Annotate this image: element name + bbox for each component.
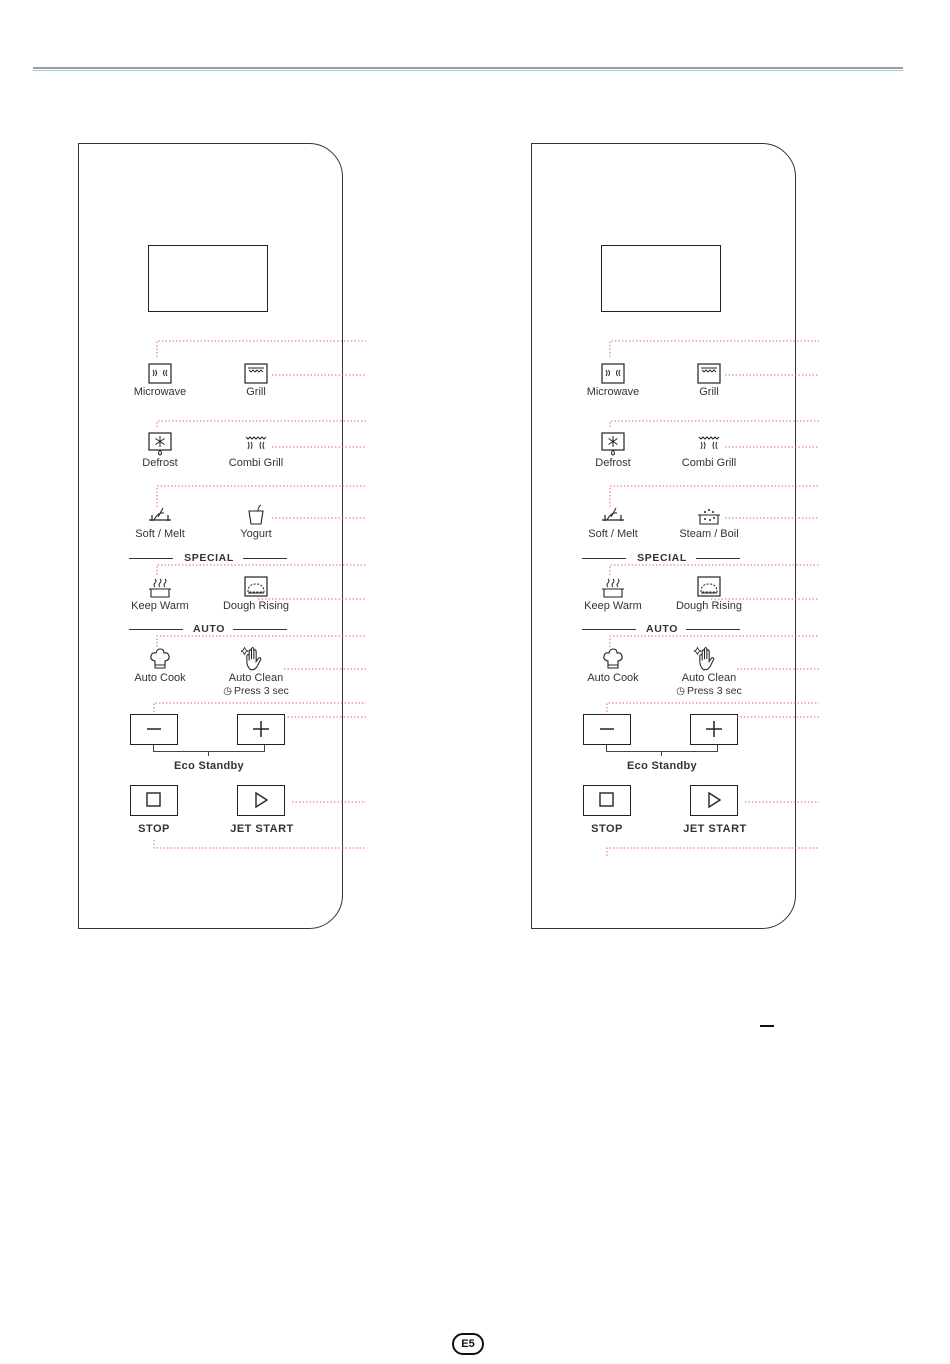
- eco-standby-bracket-tick: [208, 751, 209, 756]
- minus-icon: [584, 715, 629, 743]
- defrost-label: Defrost: [142, 457, 178, 469]
- display-window: [601, 245, 721, 312]
- yogurt-cup-icon[interactable]: [244, 503, 268, 527]
- microwave-label: Microwave: [133, 386, 187, 398]
- combi-grill-icon[interactable]: [244, 432, 268, 456]
- eco-standby-bracket-tick: [661, 751, 662, 756]
- play-icon: [238, 786, 283, 814]
- auto-cook-label: Auto Cook: [587, 672, 639, 684]
- dough-rising-label: Dough Rising: [222, 600, 290, 612]
- grill-icon[interactable]: [244, 362, 268, 386]
- defrost-icon[interactable]: [148, 432, 172, 456]
- auto-section-header: AUTO: [129, 623, 289, 637]
- steam-boil-icon[interactable]: [697, 503, 721, 527]
- stop-label: STOP: [138, 823, 170, 835]
- combi-grill-icon[interactable]: [697, 432, 721, 456]
- plus-button[interactable]: [237, 714, 285, 745]
- jet-start-button[interactable]: [237, 785, 285, 816]
- display-window: [148, 245, 268, 312]
- stop-button[interactable]: [583, 785, 631, 816]
- combi-grill-label: Combi Grill: [681, 457, 737, 469]
- eco-standby-label: Eco Standby: [627, 760, 697, 772]
- header-rule-thin: [33, 70, 903, 71]
- header-rule: [33, 67, 903, 69]
- auto-clean-hint: ◷ Press 3 sec: [223, 685, 289, 697]
- keep-warm-icon[interactable]: [148, 575, 172, 599]
- auto-cook-label: Auto Cook: [134, 672, 186, 684]
- extra-label: Steam / Boil: [679, 528, 739, 540]
- clock-icon: ◷: [223, 686, 232, 697]
- chef-hat-icon[interactable]: [601, 647, 625, 671]
- keep-warm-label: Keep Warm: [131, 600, 189, 612]
- page-number-badge: E5: [452, 1333, 484, 1355]
- auto-clean-label: Auto Clean: [228, 672, 284, 684]
- stop-label: STOP: [591, 823, 623, 835]
- play-icon: [691, 786, 736, 814]
- eco-standby-bracket: [153, 745, 265, 752]
- stop-icon: [584, 786, 629, 814]
- stop-icon: [131, 786, 176, 814]
- plus-button[interactable]: [690, 714, 738, 745]
- special-section-header: SPECIAL: [582, 552, 742, 566]
- chef-hat-icon[interactable]: [148, 647, 172, 671]
- soft-melt-icon[interactable]: [601, 503, 625, 527]
- soft-melt-label: Soft / Melt: [588, 528, 638, 540]
- auto-clean-label: Auto Clean: [681, 672, 737, 684]
- auto-clean-hint: ◷ Press 3 sec: [676, 685, 742, 697]
- keep-warm-label: Keep Warm: [584, 600, 642, 612]
- microwave-icon[interactable]: [601, 362, 625, 386]
- microwave-icon[interactable]: [148, 362, 172, 386]
- extra-label: Yogurt: [240, 528, 272, 540]
- soft-melt-icon[interactable]: [148, 503, 172, 527]
- auto-clean-hand-icon[interactable]: [241, 644, 269, 672]
- minus-button[interactable]: [583, 714, 631, 745]
- control-panel-right: [531, 143, 796, 929]
- soft-melt-label: Soft / Melt: [135, 528, 185, 540]
- dash-mark: [760, 1025, 774, 1027]
- special-section-header: SPECIAL: [129, 552, 289, 566]
- microwave-label: Microwave: [586, 386, 640, 398]
- plus-icon: [691, 715, 736, 743]
- eco-standby-label: Eco Standby: [174, 760, 244, 772]
- jet-start-button[interactable]: [690, 785, 738, 816]
- plus-icon: [238, 715, 283, 743]
- jet-start-label: JET START: [683, 823, 747, 835]
- auto-section-header: AUTO: [582, 623, 742, 637]
- jet-start-label: JET START: [230, 823, 294, 835]
- defrost-label: Defrost: [595, 457, 631, 469]
- combi-grill-label: Combi Grill: [228, 457, 284, 469]
- keep-warm-icon[interactable]: [601, 575, 625, 599]
- eco-standby-bracket: [606, 745, 718, 752]
- dough-rising-icon[interactable]: [697, 575, 721, 599]
- control-panel-left: [78, 143, 343, 929]
- defrost-icon[interactable]: [601, 432, 625, 456]
- minus-icon: [131, 715, 176, 743]
- grill-label: Grill: [699, 386, 719, 398]
- dough-rising-icon[interactable]: [244, 575, 268, 599]
- minus-button[interactable]: [130, 714, 178, 745]
- grill-label: Grill: [246, 386, 266, 398]
- dough-rising-label: Dough Rising: [675, 600, 743, 612]
- stop-button[interactable]: [130, 785, 178, 816]
- auto-clean-hand-icon[interactable]: [694, 644, 722, 672]
- grill-icon[interactable]: [697, 362, 721, 386]
- clock-icon: ◷: [676, 686, 685, 697]
